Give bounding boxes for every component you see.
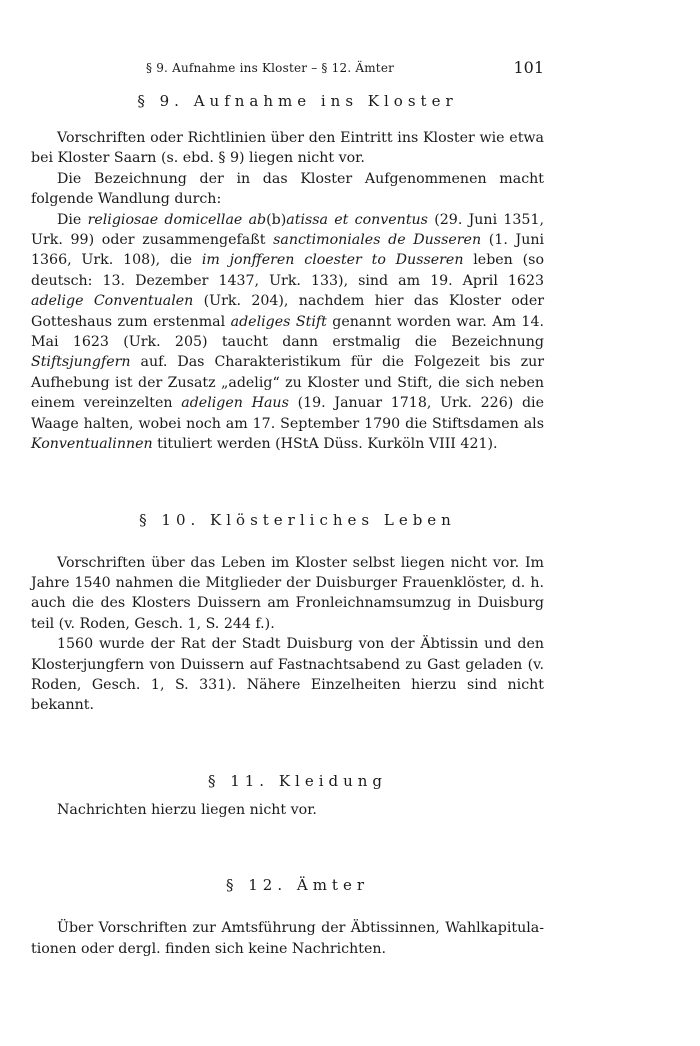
italic-term: Stiftsjungfern xyxy=(31,354,131,371)
running-title: § 9. Aufnahme ins Kloster – § 12. Ämter xyxy=(146,61,395,75)
page-number: 101 xyxy=(513,58,544,77)
text-run: genannt worden war. Am 14. Mai 1623 (Urk. 205) taucht dann erstmalig die Bezeichnung xyxy=(31,313,544,351)
paragraph: Über Vorschriften zur Amtsführung der Äbtissinnen, Wahlkapitulationen oder dergl. finden sich keine Nachrichten. xyxy=(31,920,544,957)
text-run: Die xyxy=(57,211,88,228)
text-run: (b) xyxy=(266,211,287,228)
text-run: leben (so deutsch: 13. Dezember 1437, Urk. 133), sind am 19. April 1623 xyxy=(31,252,544,289)
paragraph: 1560 wurde der Rat der Stadt Duisburg von der Äbtissin und den Klosterjungfern von Duissern auf Fastnachtsabend zu Gast geladen (v. Roden, Gesch. 1, S. 331). Nähere Einzelheiten hierzu sind nicht bekannt. xyxy=(31,636,544,714)
italic-term: religiosae domicellae ab xyxy=(87,211,267,228)
section-heading-10: § 10. Klösterliches Leben xyxy=(139,510,456,529)
text-run: (19. Januar 1718, Urk. 226) die Waage halten, wobei noch am 17. September 1790 die Stiftsdamen als xyxy=(31,395,544,432)
italic-term: Konventualinnen xyxy=(31,436,153,453)
text-run: tituliert werden (HStA Düss. Kurköln VIII 421). xyxy=(152,436,498,453)
text-run: (1. Juni 1366, Urk. 108), die xyxy=(31,232,545,269)
book-page xyxy=(31,58,544,959)
text-run: (29. Juni 1351, Urk. 99) oder zusammengefaßt xyxy=(31,211,544,249)
paragraph: Vorschriften über das Leben im Kloster selbst liegen nicht vor. Im Jahre 1540 nahmen die Mitglieder der Duisburger Frauenklöster, d. h. auch die des Klosters Duissern am Fronleichnamsumzug in Duisburg teil (v. Roden, Gesch. 1, S. 244 f.). xyxy=(31,554,544,632)
italic-term: im jonfferen cloester to Dusseren xyxy=(201,252,464,269)
section-heading-12: § 12. Ämter xyxy=(225,876,370,895)
italic-term: adelige Conventualen xyxy=(31,293,194,310)
section-heading-9: § 9. Aufnahme ins Kloster xyxy=(137,92,458,110)
text-run: (Urk. 204), nachdem hier das Kloster oder Gotteshaus zum erstenmal xyxy=(31,293,545,330)
text-run: auf. Das Charakteristikum für die Folgezeit bis zur Aufhebung ist der Zusatz „adelig“ zu Kloster und Stift, die sich neben einem vereinzelten xyxy=(31,354,544,412)
italic-term: sanctimoniales de Dusseren xyxy=(273,232,482,249)
italic-term: atissa et conventus xyxy=(286,211,428,228)
paragraph: Vorschriften oder Richtlinien über den Eintritt ins Kloster wie etwa bei Kloster Saarn (s. ebd. § 9) liegen nicht vor. xyxy=(31,130,544,167)
running-header xyxy=(31,58,544,80)
section-heading-11: § 11. Kleidung xyxy=(207,771,388,790)
italic-term: adeligen Haus xyxy=(181,395,289,412)
paragraph-designations xyxy=(31,210,544,455)
paragraph: Die Bezeichnung der in das Kloster Aufgenommenen macht folgende Wandlung durch: xyxy=(31,170,544,208)
italic-term: adeliges Stift xyxy=(230,313,327,330)
paragraph: Nachrichten hierzu liegen nicht vor. xyxy=(57,801,317,818)
